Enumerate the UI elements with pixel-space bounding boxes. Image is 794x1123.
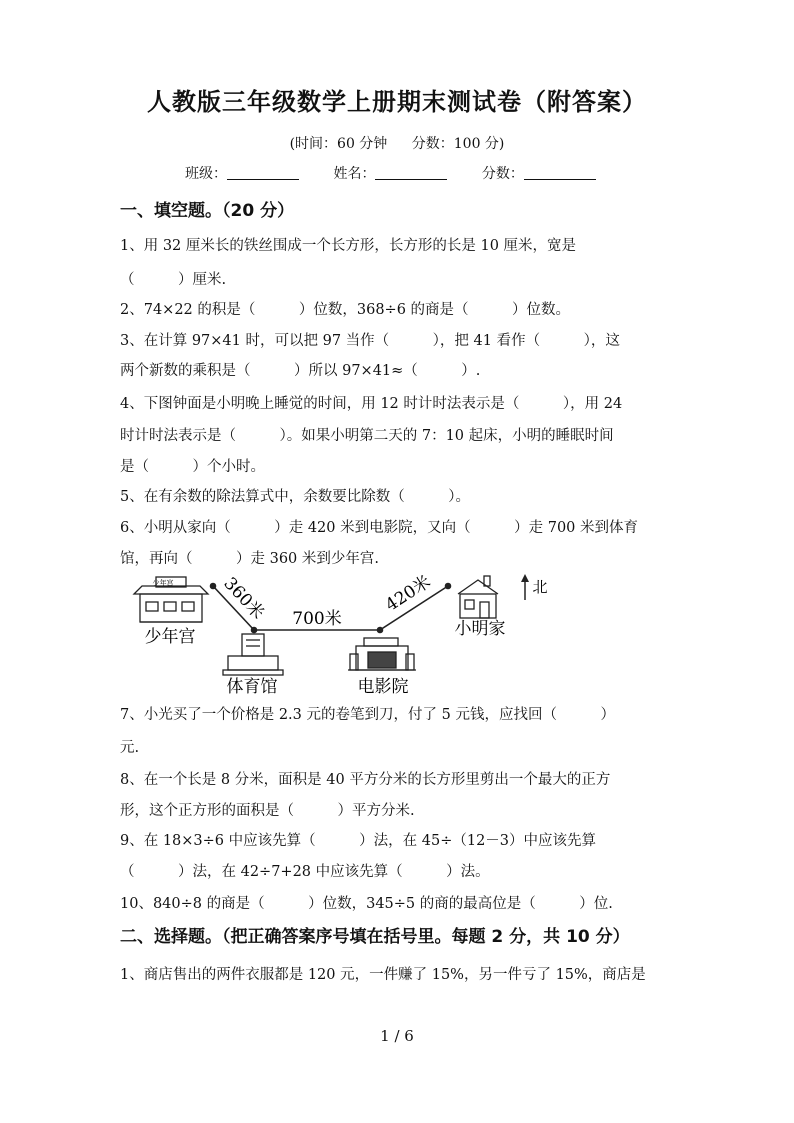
name-label: 姓名： <box>333 166 376 182</box>
distance-360: 360米 <box>219 573 268 624</box>
place-cinema: 电影院 <box>357 677 409 697</box>
question-line: 是（ ）个小时。 <box>120 459 265 475</box>
cinema-icon <box>348 638 416 670</box>
distance-420: 420米 <box>382 572 435 616</box>
question-line: 两个新数的乘积是（ ）所以 97×41≈（ ）. <box>120 363 481 379</box>
gym-icon <box>223 634 283 675</box>
class-blank[interactable] <box>227 167 299 180</box>
north-arrow-icon <box>521 574 529 600</box>
question-line: 10、840÷8 的商是（ ）位数，345÷5 的商的最高位是（ ）位. <box>120 896 613 912</box>
question-line: 1、用 32 厘米长的铁丝围成一个长方形，长方形的长是 10 厘米，宽是 <box>120 238 577 254</box>
question-line: 时计时法表示是（ ）。如果小明第二天的 7：10 起床，小明的睡眠时间 <box>120 428 614 444</box>
question-line: 1、商店售出的两件衣服都是 120 元，一件赚了 15%，另一件亏了 15%，商店是 <box>120 967 646 983</box>
class-label: 班级： <box>185 166 227 182</box>
page-number: 1 / 6 <box>380 1027 414 1045</box>
page-title: 人教版三年级数学上册期末测试卷（附答案） <box>147 88 647 116</box>
north-label: 北 <box>532 578 548 596</box>
route-map <box>128 572 568 702</box>
home-icon <box>458 576 498 618</box>
question-line: 元. <box>120 740 140 756</box>
question-line: （ ）厘米. <box>120 272 227 288</box>
question-line: 9、在 18×3÷6 中应该先算（ ）法，在 45÷（12－3）中应该先算 <box>120 833 597 849</box>
question-line: 4、下图钟面是小明晚上睡觉的时间，用 12 时计时法表示是（ ），用 24 <box>120 396 623 412</box>
question-line: 2、74×22 的积是（ ）位数，368÷6 的商是（ ）位数。 <box>120 302 571 318</box>
student-info <box>185 163 635 183</box>
section-heading-multiple-choice: 二、选择题。（把正确答案序号填在括号里。每题 2 分，共 10 分） <box>120 927 630 947</box>
question-line: 5、在有余数的除法算式中，余数要比除数（ ）。 <box>120 489 470 505</box>
place-gym: 体育馆 <box>226 677 278 697</box>
question-line: 3、在计算 97×41 时，可以把 97 当作（ ），把 41 看作（ ），这 <box>120 333 620 349</box>
score-blank[interactable] <box>524 167 596 180</box>
shop-sign: 少年宫 <box>152 579 174 587</box>
question-line: 7、小光买了一个价格是 2.3 元的卷笔到刀，付了 5 元钱，应找回（ ） <box>120 707 615 723</box>
score-label: 分数： <box>481 166 524 182</box>
total-score: 分数：100 分) <box>411 136 505 152</box>
name-blank[interactable] <box>375 167 447 180</box>
question-line: 馆，再向（ ）走 360 米到少年宫. <box>120 551 380 567</box>
question-line: （ ）法，在 42÷7+28 中应该先算（ ）法。 <box>120 864 490 880</box>
question-line: 形，这个正方形的面积是（ ）平方分米. <box>120 803 415 819</box>
question-line: 6、小明从家向（ ）走 420 米到电影院，又向（ ）走 700 米到体育 <box>120 520 639 536</box>
place-home: 小明家 <box>454 619 506 639</box>
section-heading-fill-blank: 一、填空题。（20 分） <box>120 201 295 221</box>
time-limit: (时间：60 分钟 <box>289 136 388 152</box>
exam-meta <box>0 133 794 153</box>
question-line: 8、在一个长是 8 分米，面积是 40 平方分米的长方形里剪出一个最大的正方 <box>120 772 611 788</box>
place-youth-palace: 少年宫 <box>144 627 196 647</box>
distance-700: 700米 <box>292 609 342 629</box>
